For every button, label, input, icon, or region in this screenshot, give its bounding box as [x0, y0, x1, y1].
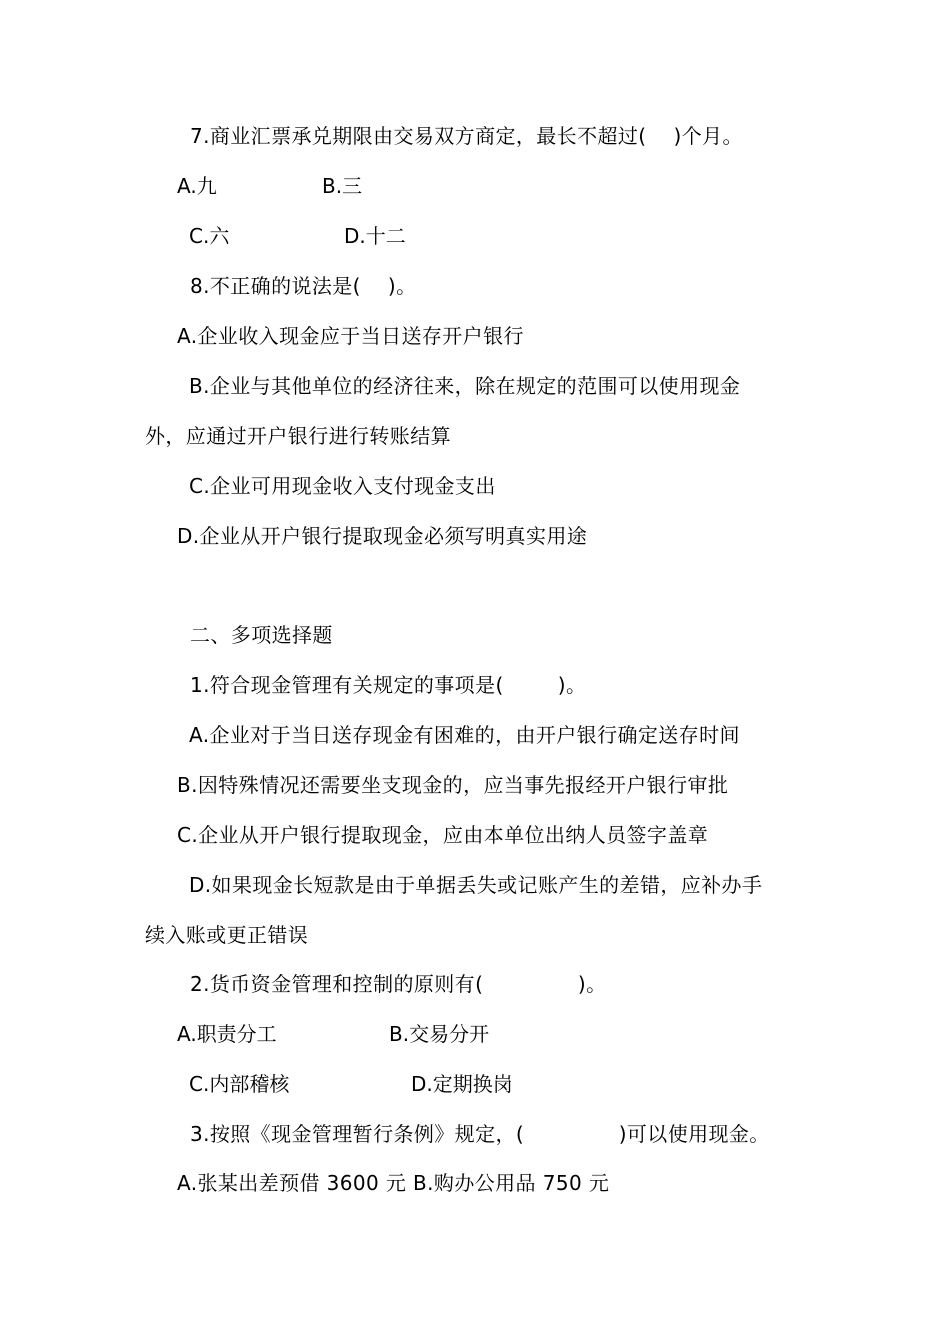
q7-option-c: C.六 — [189, 224, 230, 248]
m3-options-a-b: A.张某出差预借 3600 元 B.购办公用品 750 元 — [177, 1171, 610, 1195]
m1-option-c: C.企业从开户银行提取现金，应由本单位出纳人员签字盖章 — [177, 823, 709, 847]
q8-option-a: A.企业收入现金应于当日送存开户银行 — [177, 324, 524, 348]
q8-option-c: C.企业可用现金收入支付现金支出 — [189, 474, 496, 498]
m2-option-a: A.职责分工 — [177, 1022, 277, 1046]
m1-stem: 1.符合现金管理有关规定的事项是( )。 — [190, 673, 587, 697]
m2-option-b: B.交易分开 — [389, 1022, 490, 1046]
q7-option-a: A.九 — [177, 174, 217, 198]
q8-option-b-line1: B.企业与其他单位的经济往来，除在规定的范围可以使用现金 — [189, 374, 741, 398]
m1-option-b: B.因特殊情况还需要坐支现金的，应当事先报经开户银行审批 — [177, 773, 729, 797]
q7-option-d: D.十二 — [344, 224, 406, 248]
m2-option-d: D.定期换岗 — [411, 1072, 513, 1096]
m1-option-d-line1: D.如果现金长短款是由于单据丢失或记账产生的差错，应补办手 — [189, 873, 763, 897]
q8-option-b-line2: 外，应通过开户银行进行转账结算 — [145, 424, 451, 448]
q8-stem: 8.不正确的说法是( )。 — [190, 274, 417, 298]
m1-option-d-line2: 续入账或更正错误 — [145, 923, 309, 947]
m2-option-c: C.内部稽核 — [189, 1072, 290, 1096]
q7-stem: 7.商业汇票承兑期限由交易双方商定，最长不超过( )个月。 — [190, 124, 743, 148]
q8-option-d: D.企业从开户银行提取现金必须写明真实用途 — [177, 524, 588, 548]
m1-option-a: A.企业对于当日送存现金有困难的，由开户银行确定送存时间 — [189, 723, 740, 747]
q7-option-b: B.三 — [322, 174, 363, 198]
section-heading-multiple-choice: 二、多项选择题 — [190, 623, 333, 647]
m2-stem: 2.货币资金管理和控制的原则有( )。 — [190, 972, 607, 996]
m3-stem: 3.按照《现金管理暂行条例》规定，( )可以使用现金。 — [190, 1122, 770, 1146]
